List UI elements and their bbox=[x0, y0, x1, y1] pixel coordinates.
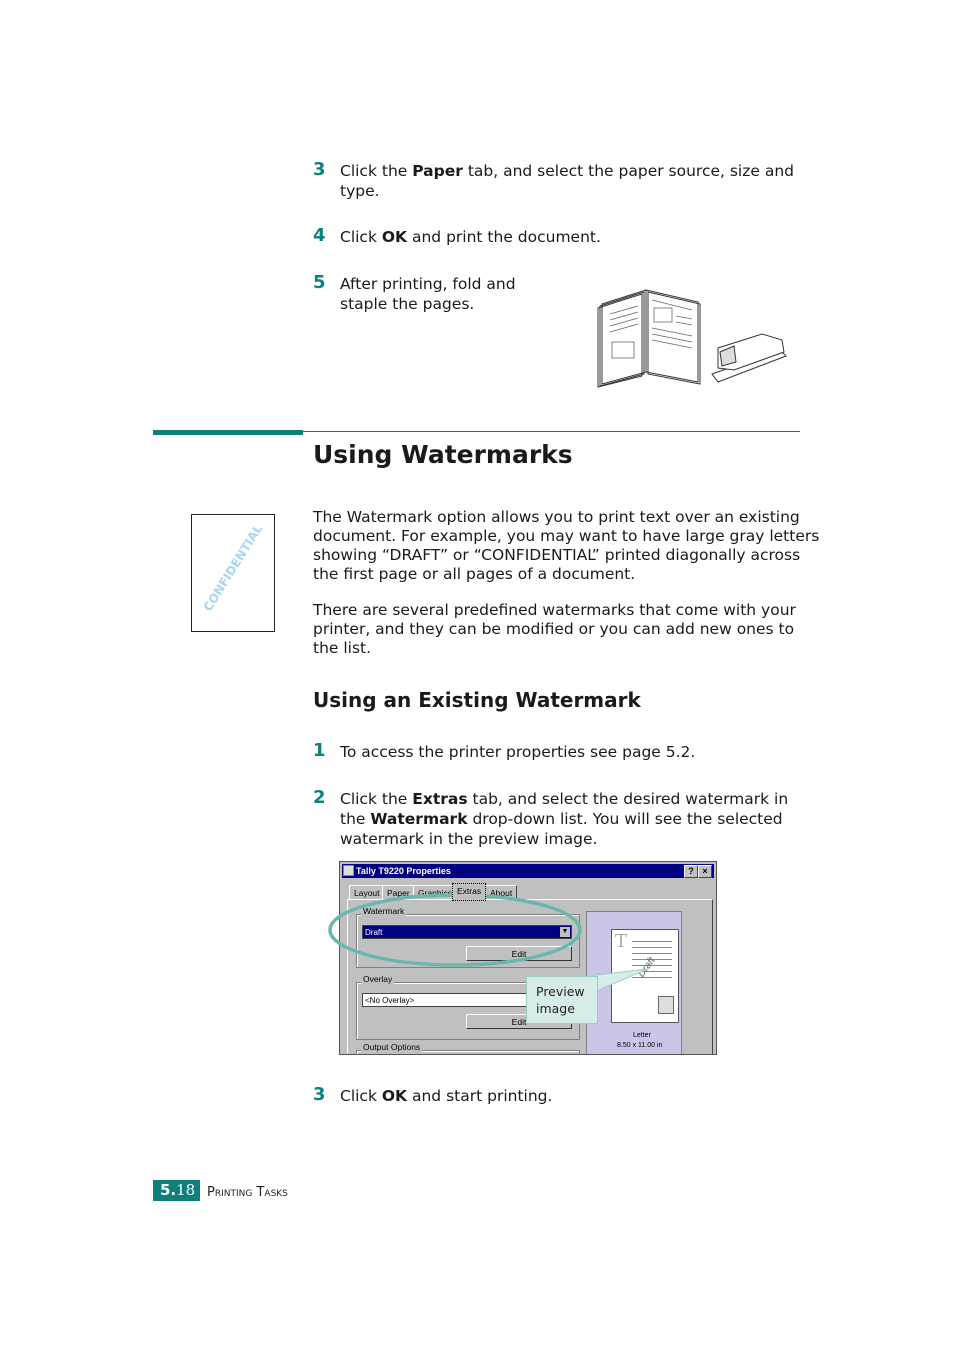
highlight-ellipse bbox=[326, 890, 584, 970]
step-text: To access the printer properties see page 5.2. bbox=[340, 743, 696, 761]
preview-watermark: Draft bbox=[636, 955, 658, 980]
preview-image-callout: Preview image bbox=[526, 976, 598, 1024]
step-text: Click the Paper tab, and select the paper source, size and type. bbox=[340, 162, 794, 200]
step-text: Click the Extras tab, and select the desired watermark in the Watermark drop-down list. You will see the selected watermark in the preview image. bbox=[340, 790, 789, 848]
section-rule-thick bbox=[153, 430, 303, 435]
output-options-label: Output Options bbox=[363, 1042, 421, 1052]
intro-paragraph: The Watermark option allows you to print text over an existing document. For example, you may want to have large gray letters showing “DRAFT” or “CONFIDENTIAL” printed diagonally across the first page or all pages of a document. bbox=[313, 508, 820, 583]
page-number-badge: 5.18 bbox=[153, 1180, 200, 1201]
overlay-edit-button[interactable]: Edit bbox=[466, 1014, 572, 1029]
step-number: 3 bbox=[313, 1084, 326, 1105]
dialog-title: Tally T9220 Properties bbox=[356, 866, 451, 876]
close-button[interactable]: × bbox=[698, 865, 712, 878]
second-paragraph: There are several predefined watermarks that come with your printer, and they can be modified or you can add new ones to the list. bbox=[313, 601, 796, 657]
step-text: After printing, fold and staple the pages. bbox=[340, 275, 516, 313]
tab-about[interactable]: About bbox=[485, 885, 517, 900]
watermark-group-label: Watermark bbox=[363, 906, 405, 916]
watermark-edit-button[interactable]: Edit bbox=[466, 946, 572, 961]
booklet-stapler-illustration bbox=[594, 286, 790, 392]
step-text: Click OK and print the document. bbox=[340, 228, 601, 246]
step-text: Click OK and start printing. bbox=[340, 1087, 553, 1105]
step-number: 5 bbox=[313, 272, 326, 293]
watermark-sample-text: CONFIDENTIAL bbox=[200, 522, 266, 614]
tab-paper[interactable]: Paper bbox=[382, 885, 415, 900]
paper-name: Letter bbox=[633, 1032, 651, 1039]
step-number: 3 bbox=[313, 159, 326, 180]
printer-icon bbox=[343, 865, 354, 876]
section-rule-thin bbox=[303, 431, 800, 432]
help-button[interactable]: ? bbox=[684, 865, 698, 878]
tab-graphics[interactable]: Graphics bbox=[413, 885, 457, 900]
callout-pointer bbox=[596, 965, 656, 995]
step-number: 2 bbox=[313, 787, 326, 808]
tab-extras[interactable]: Extras bbox=[452, 883, 486, 901]
preview-letter-t: T bbox=[615, 931, 628, 952]
watermark-dropdown[interactable]: Draft ▼ bbox=[362, 925, 572, 939]
footer-section: Printing Tasks bbox=[207, 1185, 288, 1200]
overlay-group-label: Overlay bbox=[363, 974, 393, 984]
step-number: 1 bbox=[313, 740, 326, 761]
paper-size: 8.50 x 11.00 in bbox=[617, 1042, 663, 1049]
watermark-sample-page bbox=[191, 514, 275, 632]
chevron-down-icon[interactable]: ▼ bbox=[561, 928, 569, 935]
overlay-dropdown[interactable]: <No Overlay> bbox=[362, 993, 572, 1007]
step-number: 4 bbox=[313, 225, 326, 246]
section-title: Using Watermarks bbox=[313, 440, 573, 469]
preview-overlay-box bbox=[658, 996, 674, 1014]
dialog-title-bar bbox=[342, 864, 714, 878]
tab-layout[interactable]: Layout bbox=[349, 885, 385, 900]
subsection-title: Using an Existing Watermark bbox=[313, 688, 641, 712]
